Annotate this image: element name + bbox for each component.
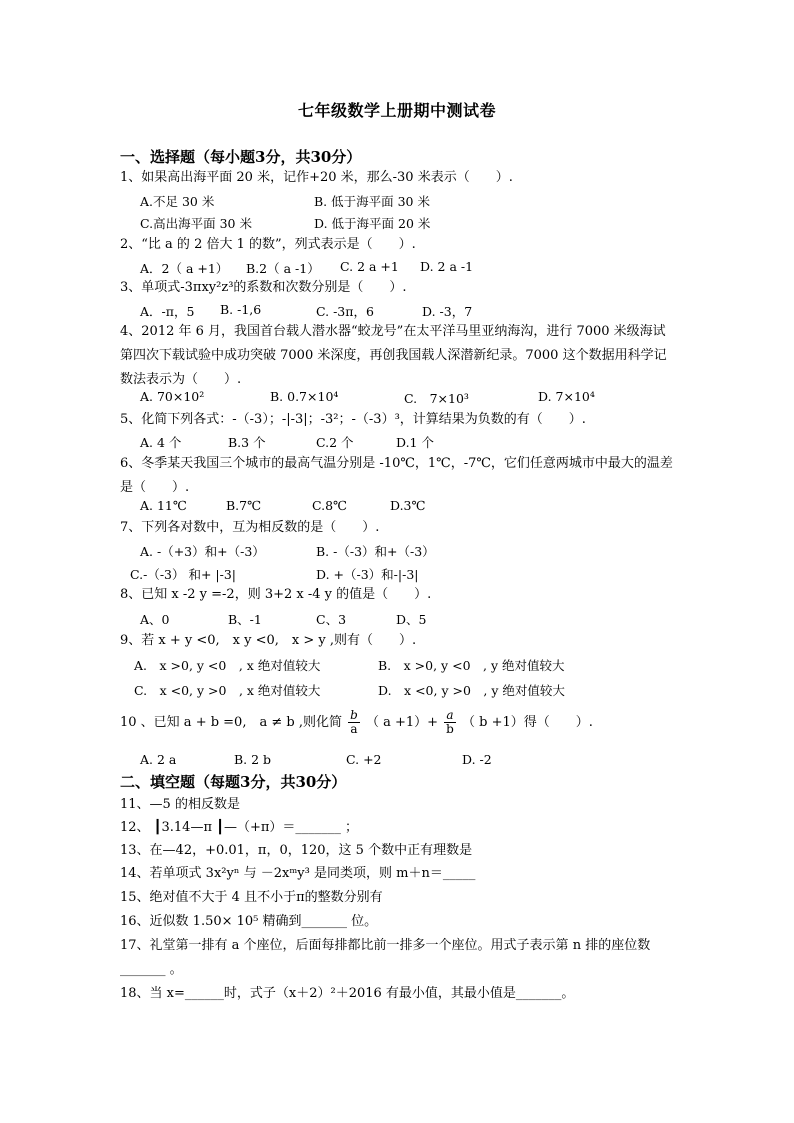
question-9: 9、若 x + y <0, x y <0, x > y ,则有（ ）.	[120, 633, 417, 648]
option-b: B、-1	[228, 612, 262, 627]
question-15: 15、绝对值不大于 4 且不小于π的整数分别有	[120, 890, 383, 905]
option-a: A、0	[140, 612, 170, 627]
option-a: A. x >0, y <0 , x 绝对值较大	[134, 658, 321, 673]
question-6: 6、冬季某天我国三个城市的最高气温分别是 -10℃，1℃，-7℃，它们任意两城市中最大的温差是（ ）.	[120, 456, 673, 495]
option-b: B. 低于海平面 30 米	[314, 194, 430, 209]
option-d: D.1 个	[396, 435, 434, 450]
option-b: B. -（-3）和+（-3）	[316, 544, 435, 559]
option-d: D. 2 a -1	[420, 259, 474, 274]
option-d: D. +（-3）和-|-3|	[316, 567, 419, 582]
fraction-numerator: b	[350, 708, 358, 722]
page-title: 七年级数学上册期中测试卷	[297, 101, 496, 120]
fraction-denominator: b	[446, 722, 454, 736]
option-b: B. x >0, y <0 , y 绝对值较大	[378, 658, 565, 673]
option-a: A. 2 a	[140, 752, 177, 767]
fraction-numerator: a	[446, 708, 454, 722]
question-8: 8、已知 x -2 y =-2，则 3+2 x -4 y 的值是（ ）.	[120, 587, 432, 602]
option-b: B.7℃	[226, 498, 262, 513]
option-a: A. 70×10²	[140, 389, 205, 404]
option-d: D. 低于海平面 20 米	[314, 216, 431, 231]
option-b: B.3 个	[228, 435, 266, 450]
question-11: 11、—5 的相反数是	[120, 797, 240, 812]
option-c: C.-（-3） 和+ |-3|	[130, 567, 237, 582]
question-3: 3、单项式-3πxy²z³的系数和次数分别是（ ）.	[120, 280, 407, 295]
fraction-b-over-a	[348, 709, 360, 736]
option-d: D. -3，7	[422, 304, 473, 319]
question-7: 7、下列各对数中，互为相反数的是（ ）.	[120, 520, 380, 535]
option-d: D、5	[396, 612, 427, 627]
section-fill-blank-heading: 二、填空题（每题3分，共30分）	[120, 773, 347, 791]
question-5: 5、化简下列各式：-（-3）；-|-3|；-3²；-（-3）³，计算结果为负数的有（ ）.	[120, 412, 586, 427]
question-18: 18、当 x=______时，式子（x＋2）²＋2016 有最小值，其最小值是_______。	[120, 986, 575, 1001]
option-c: C.高出海平面 30 米	[140, 216, 252, 231]
option-d: D. x <0, y >0 , y 绝对值较大	[378, 683, 565, 698]
question-14: 14、若单项式 3x²yⁿ 与 －2xᵐy³ 是同类项，则 m＋n＝_____	[120, 866, 476, 881]
option-c: C、3	[316, 612, 347, 627]
option-a: A．2（ a +1）	[140, 261, 229, 276]
option-a: A. 11℃	[140, 498, 187, 513]
fraction-a-over-b	[444, 709, 456, 736]
option-b: B.2（ a -1）	[246, 261, 320, 276]
question-10	[120, 708, 593, 738]
question-12: 12、 ┃3.14—π ┃—（+π）＝_______ ；	[120, 820, 359, 835]
option-d: D. -2	[462, 752, 492, 767]
option-b: B. 0.7×10⁴	[270, 389, 339, 404]
question-10-suffix: （ b +1）得（ ）.	[461, 715, 593, 730]
question-1: 1、如果高出海平面 20 米，记作+20 米，那么-30 米表示（ ）.	[120, 170, 513, 185]
option-a: A. 4 个	[140, 435, 182, 450]
question-17: 17、礼堂第一排有 a 个座位，后面每排都比前一排多一个座位。用式子表示第 n 排的座位数_______ 。	[120, 938, 651, 977]
option-c: C. -3π，6	[316, 304, 374, 319]
option-a: A.不足 30 米	[140, 194, 215, 209]
option-c: C. x <0, y >0 , x 绝对值较大	[134, 683, 321, 698]
question-4: 4、2012 年 6 月，我国首台载人潜水器“蛟龙号”在太平洋马里亚纳海沟，进行 7000 米级海试第四次下载试验中成功突破 7000 米深度，再创我国载人深潜新纪录。7000 这个数据用科学记数法表示为（ ）.	[120, 324, 667, 387]
option-d: D.3℃	[390, 498, 426, 513]
option-c: C. +2	[346, 752, 382, 767]
option-c: C. 2 a +1	[340, 259, 399, 274]
option-b: B. -1,6	[220, 302, 262, 317]
question-13: 13、在—42，+0.01，π，0，120，这 5 个数中正有理数是	[120, 843, 473, 858]
option-a: A. -（+3）和+（-3）	[140, 544, 265, 559]
option-b: B. 2 b	[234, 752, 272, 767]
question-10-prefix: 10 、已知 a + b =0, a ≠ b ,则化简	[120, 715, 342, 730]
section-multiple-choice-heading: 一、选择题（每小题3分，共30分）	[120, 148, 362, 166]
option-c: C.8℃	[312, 498, 348, 513]
question-10-middle: （ a +1）+	[365, 715, 439, 730]
option-a: A．-π，5	[140, 304, 195, 319]
option-c: C.2 个	[316, 435, 354, 450]
question-2: 2、“比 a 的 2 倍大 1 的数”，列式表示是（ ）.	[120, 237, 416, 252]
option-c: C. 7×10³	[404, 391, 469, 406]
fraction-denominator: a	[350, 722, 358, 736]
question-16: 16、近似数 1.50× 10⁵ 精确到_______ 位。	[120, 914, 378, 929]
option-d: D. 7×10⁴	[538, 389, 595, 404]
